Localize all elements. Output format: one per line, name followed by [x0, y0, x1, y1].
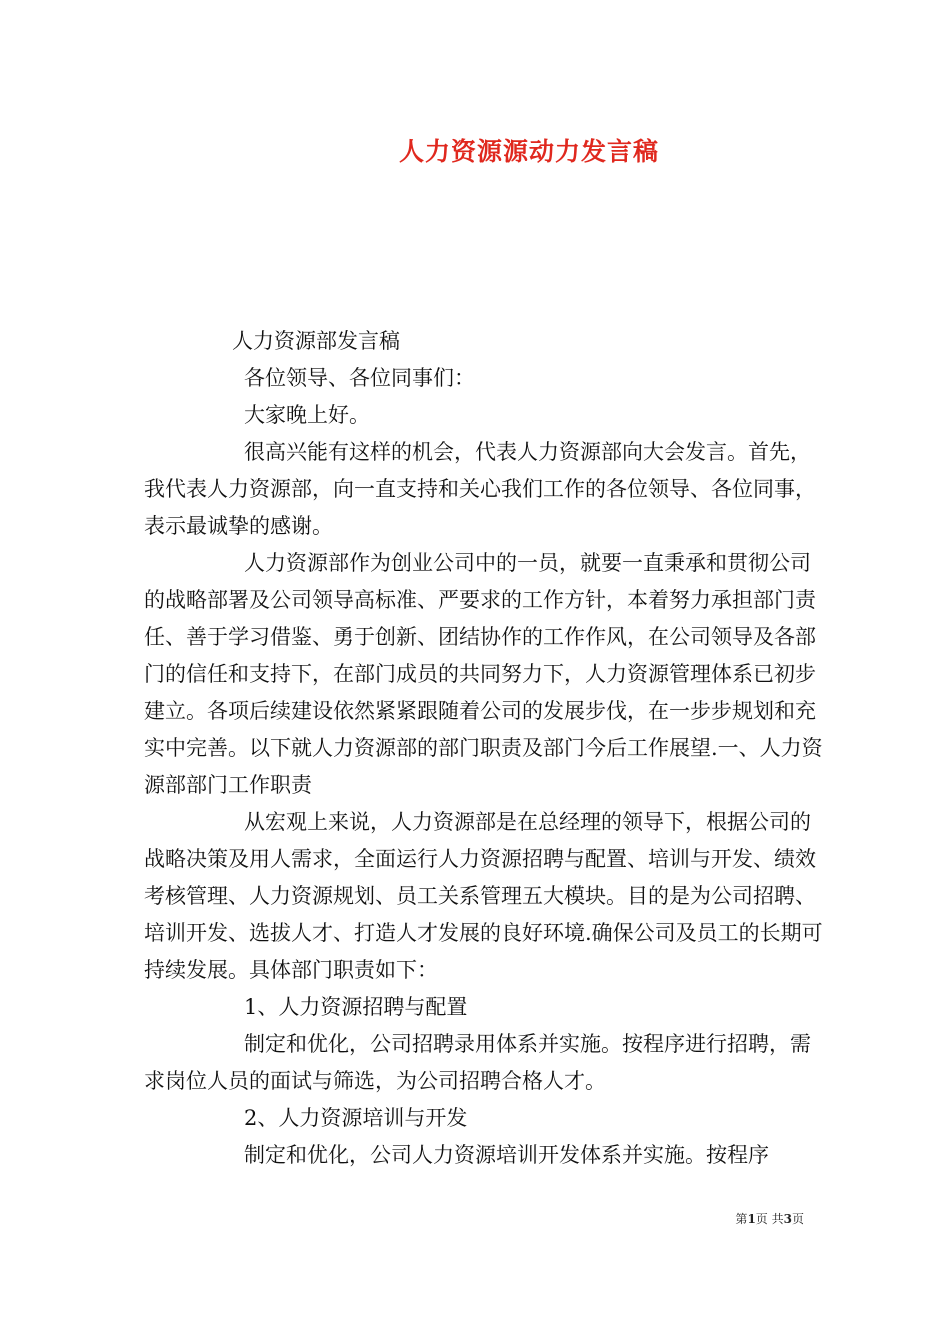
- document-title: 人力资源源动力发言稿: [398, 137, 659, 166]
- paragraph-section-2-body: 制定和优化，公司人力资源培训开发体系并实施。按程序: [244, 1143, 769, 1167]
- paragraph-heading: 人力资源部发言稿: [232, 329, 400, 353]
- page-footer: [735, 1210, 804, 1227]
- paragraph-section-1: 1、人力资源招聘与配置: [244, 995, 468, 1019]
- document-body: [144, 323, 824, 1174]
- paragraph-thanks: 很高兴能有这样的机会，代表人力资源部向大会发言。首先，我代表人力资源部，向一直支持和关心我们工作的各位领导、各位同事，表示最诚挚的感谢。: [144, 440, 816, 538]
- paragraph-greeting: 大家晚上好。: [244, 403, 370, 427]
- footer-total-pages: 3: [783, 1212, 792, 1226]
- paragraph-department-intro: 人力资源部作为创业公司中的一员，就要一直秉承和贯彻公司的战略部署及公司领导高标准、严要求的工作方针，本着努力承担部门责任、善于学习借鉴、勇于创新、团结协作的工作作风，在公司领导及各部门的信任和支持下，在部门成员的共同努力下，人力资源管理体系已初步建立。各项后续建设依然紧紧跟随着公司的发展步伐，在一步步规划和充实中完善。以下就人力资源部的部门职责及部门今后工作展望.一、人力资源部部门工作职责: [144, 551, 823, 797]
- paragraph-salutation: 各位领导、各位同事们：: [244, 366, 475, 390]
- paragraph-macro-duties: 从宏观上来说，人力资源部是在总经理的领导下，根据公司的战略决策及用人需求，全面运行人力资源招聘与配置、培训与开发、绩效考核管理、人力资源规划、员工关系管理五大模块。目的是为公司招聘、培训开发、选拔人才、打造人才发展的良好环境.确保公司及员工的长期可持续发展。具体部门职责如下：: [144, 810, 823, 982]
- footer-suffix: 页: [791, 1212, 804, 1226]
- footer-mid: 页 共: [755, 1212, 784, 1226]
- paragraph-section-1-body: 制定和优化，公司招聘录用体系并实施。按程序进行招聘，需求岗位人员的面试与筛选，为公司招聘合格人才。: [144, 1032, 811, 1093]
- footer-page-number: 1: [747, 1212, 756, 1226]
- footer-prefix: 第: [735, 1212, 748, 1226]
- paragraph-section-2: 2、人力资源培训与开发: [244, 1106, 468, 1130]
